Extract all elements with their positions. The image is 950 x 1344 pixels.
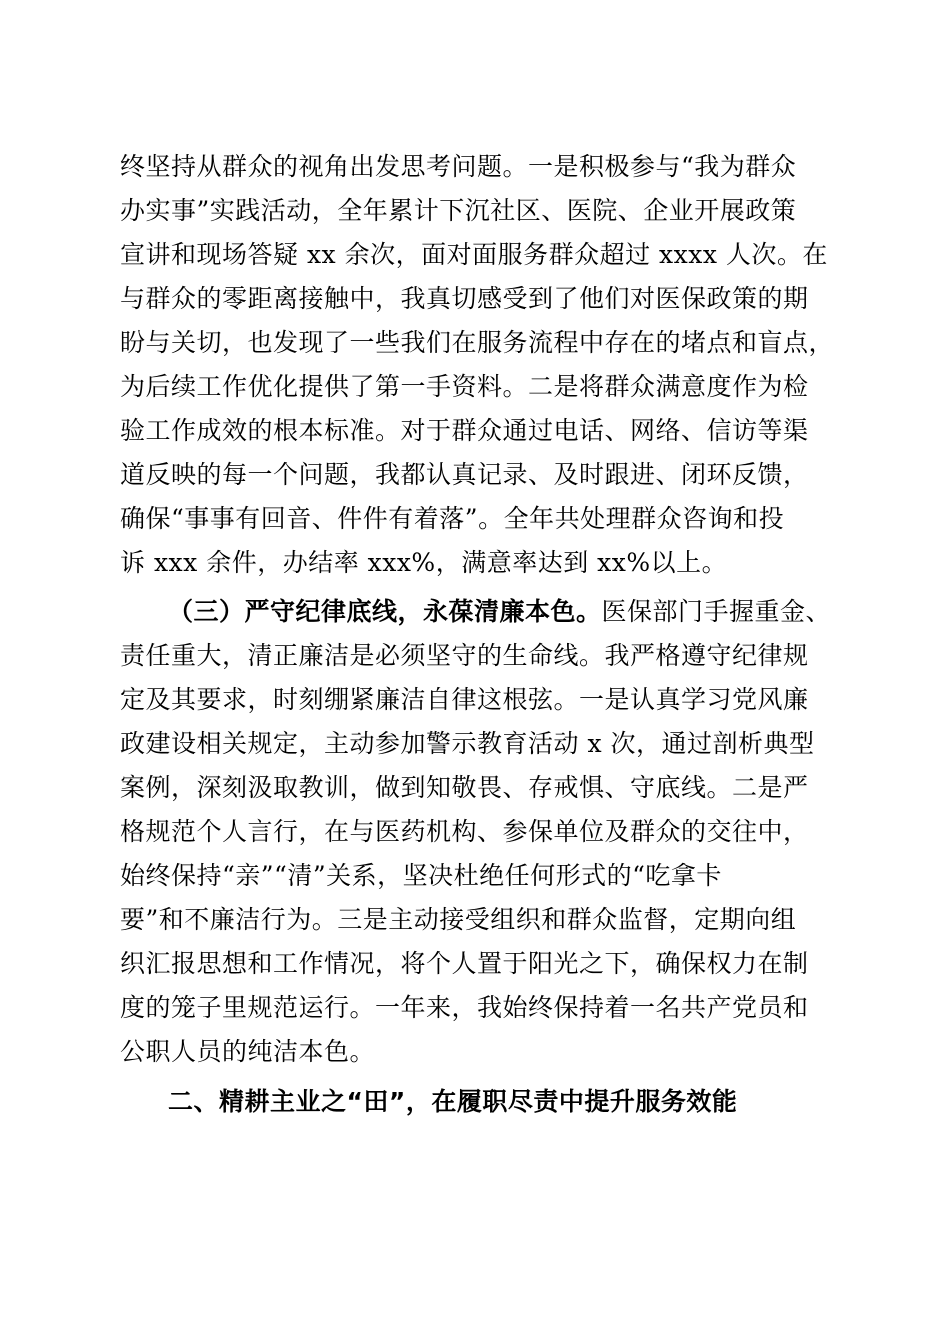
paragraph-line: 诉 xxx 余件，办结率 xxx%，满意率达到 xx%以上。 — [120, 548, 728, 577]
first-line-text: 医保部门手握重金、 — [601, 597, 832, 626]
paragraph-line: 织汇报思想和工作情况，将个人置于阳光之下，确保权力在制 — [120, 949, 809, 978]
paragraph-line: 始终保持“亲”“清”关系，坚决杜绝任何形式的“吃拿卡 — [120, 861, 722, 890]
paragraph-line: 确保“事事有回音、件件有着落”。全年共处理群众咨询和投 — [120, 504, 785, 533]
paragraph-line: 终坚持从群众的视角出发思考问题。一是积极参与“我为群众 — [120, 152, 797, 181]
paragraph-first-line — [120, 590, 835, 634]
paragraph-discipline — [120, 590, 835, 1074]
section-heading-text: 二、精耕主业之“田”，在履职尽责中提升服务效能 — [168, 1087, 738, 1116]
paragraph-line: 盼与关切，也发现了一些我们在服务流程中存在的堵点和盲点， — [120, 328, 835, 357]
paragraph-line: 验工作成效的根本标准。对于群众通过电话、网络、信访等渠 — [120, 416, 809, 445]
paragraph-line: 道反映的每一个问题，我都认真记录、及时跟进、闭环反馈， — [120, 460, 809, 489]
paragraph-line: 格规范个人言行，在与医药机构、参保单位及群众的交往中， — [120, 817, 809, 846]
subheading-discipline: （三）严守纪律底线，永葆清廉本色。 — [168, 597, 602, 626]
paragraph-line: 宣讲和现场答疑 xx 余次，面对面服务群众超过 xxxx 人次。在 — [120, 240, 828, 269]
paragraph-public-service — [120, 145, 835, 585]
paragraph-line: 要”和不廉洁行为。三是主动接受组织和群众监督，定期向组 — [120, 905, 797, 934]
paragraph-line: 办实事”实践活动，全年累计下沉社区、医院、企业开展政策 — [120, 196, 797, 225]
paragraph-line: 责任重大，清正廉洁是必须坚守的生命线。我严格遵守纪律规 — [120, 641, 809, 670]
paragraph-line: 与群众的零距离接触中，我真切感受到了他们对医保政策的期 — [120, 284, 809, 313]
paragraph-line: 政建设相关规定，主动参加警示教育活动 x 次，通过剖析典型 — [120, 729, 815, 758]
paragraph-line: 度的笼子里规范运行。一年来，我始终保持着一名共产党员和 — [120, 993, 809, 1022]
paragraph-line: 定及其要求，时刻绷紧廉洁自律这根弦。一是认真学习党风廉 — [120, 685, 809, 714]
paragraph-line: 为后续工作优化提供了第一手资料。二是将群众满意度作为检 — [120, 372, 809, 401]
section-heading — [120, 1080, 835, 1124]
paragraph-line: 公职人员的纯洁本色。 — [120, 1037, 376, 1066]
paragraph-line: 案例，深刻汲取教训，做到知敬畏、存戒惧、守底线。二是严 — [120, 773, 809, 802]
